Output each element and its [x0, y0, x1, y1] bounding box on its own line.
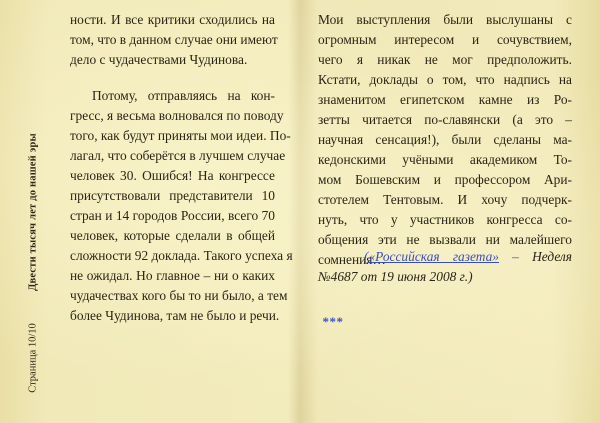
text-line: лагал, что соберётся в лучшем случае	[70, 148, 286, 163]
right-text-column	[318, 10, 572, 270]
running-title: Двести тысяч лет до нашей эры	[27, 133, 39, 291]
text-line: более Чудинова, там не было и речи.	[70, 308, 280, 323]
left-text-column	[70, 10, 293, 326]
text-line: дело с чудачествами Чудинова.	[70, 52, 248, 67]
text-line: научная сенсация!), были сделаны ма-	[318, 132, 572, 147]
page-number: Страница 10/10	[27, 323, 39, 393]
text-line: сложности 92 доклада. Такого успеха я	[70, 248, 293, 263]
newspaper-link[interactable]: («Российская газета»	[364, 249, 499, 264]
text-line: Мои выступления были выслушаны с	[318, 12, 572, 27]
text-line: присутствовали представители 10	[70, 188, 275, 203]
source-citation	[318, 247, 572, 287]
paragraph-gap	[70, 70, 275, 86]
text-line: не ожидал. Но главное – ни о каких	[70, 268, 275, 283]
text-line: стран и 14 городов России, всего 70	[70, 208, 275, 223]
text-line: человек 30. Ошибся! На конгрессе	[70, 168, 275, 183]
text-line: человек, которые сделали в общей	[70, 228, 275, 243]
text-line: чудачествах кого бы то ни было, а тем	[70, 288, 288, 303]
text-line: зетты читается по-славянски (а это –	[318, 112, 572, 127]
text-line: кедонскими учёными академиком То-	[318, 152, 572, 167]
text-line: мом Бошевским и профессором Ари-	[318, 172, 572, 187]
citation-line: №4687 от 19 июня 2008 г.)	[318, 269, 473, 284]
text-line: знаменитом египетском камне из Ро-	[318, 92, 572, 107]
text-line: нуть, что у участников конгресса со-	[318, 212, 572, 227]
text-line: Кстати, доклады о том, что надпись на	[318, 72, 572, 87]
text-line: общения эти не вызвали ни малейшего	[318, 232, 572, 247]
citation-dash: –	[498, 249, 519, 264]
text-line: ности. И все критики сходились на	[70, 12, 275, 27]
text-line: сомнения…	[318, 252, 386, 267]
text-line: гресс, я весьма волновался по поводу	[70, 108, 284, 123]
text-line: того, как будут приняты мои идеи. По-	[70, 128, 291, 143]
text-line: Потому, отправляясь на кон-	[92, 88, 275, 103]
text-line: стотелем Тентовым. И хочу подчерк-	[318, 192, 572, 207]
text-line: чего я никак не мог предположить.	[318, 52, 572, 67]
text-line: огромным интересом и сочувствием,	[318, 32, 572, 47]
text-line: том, что в данном случае они имеют	[70, 32, 278, 47]
section-separator: ***	[322, 314, 344, 329]
citation-rest: Неделя	[518, 249, 572, 264]
citation-line	[318, 247, 572, 267]
